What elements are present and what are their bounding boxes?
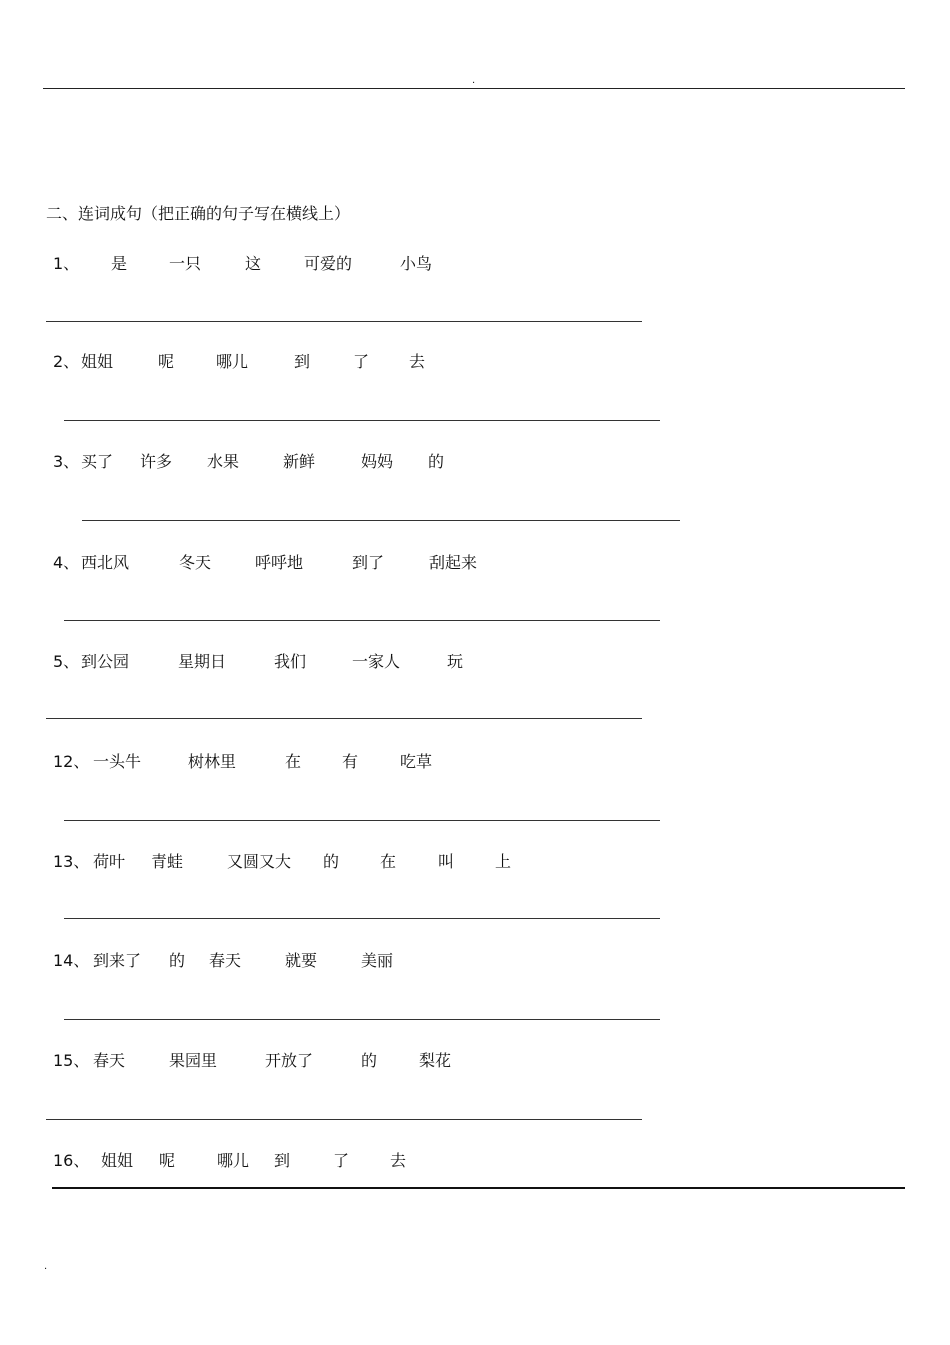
question-word: 到来了 xyxy=(93,951,142,970)
question-word: 冬天 xyxy=(179,553,212,572)
question-word: 可爱的 xyxy=(304,254,353,273)
question-word: 到公园 xyxy=(81,652,130,671)
section-title: 二、连词成句（把正确的句子写在横线上） xyxy=(46,204,351,223)
question-word: 姐姐 xyxy=(81,352,114,371)
question-number: 4、 xyxy=(53,553,80,572)
footer-dot: . xyxy=(44,1261,48,1272)
question-word: 新鲜 xyxy=(283,452,316,471)
question-word: 上 xyxy=(495,852,512,871)
question-word: 一家人 xyxy=(352,652,401,671)
question-word: 的 xyxy=(428,452,445,471)
answer-line xyxy=(64,1019,660,1020)
question-row xyxy=(0,552,950,574)
question-row xyxy=(0,1150,950,1172)
question-row xyxy=(0,351,950,373)
question-word: 在 xyxy=(285,752,302,771)
question-word: 玩 xyxy=(447,652,464,671)
answer-line xyxy=(64,420,660,421)
question-word: 美丽 xyxy=(361,951,394,970)
question-word: 去 xyxy=(390,1151,407,1170)
question-word: 姐姐 xyxy=(101,1151,134,1170)
question-row xyxy=(0,751,950,773)
question-word: 我们 xyxy=(274,652,307,671)
answer-line xyxy=(46,1119,642,1120)
question-word: 呼呼地 xyxy=(255,553,304,572)
question-row xyxy=(0,851,950,873)
question-word: 许多 xyxy=(140,452,173,471)
question-word: 又圆又大 xyxy=(227,852,292,871)
question-word: 春天 xyxy=(93,1051,126,1070)
question-word: 了 xyxy=(353,352,370,371)
question-number: 1、 xyxy=(53,254,80,273)
question-word: 小鸟 xyxy=(400,254,433,273)
question-word: 的 xyxy=(361,1051,378,1070)
question-word: 有 xyxy=(342,752,359,771)
question-number: 3、 xyxy=(53,452,80,471)
question-word: 到 xyxy=(274,1151,291,1170)
question-word: 的 xyxy=(169,951,186,970)
question-number: 16、 xyxy=(53,1151,90,1170)
answer-line xyxy=(52,1187,905,1189)
question-word: 呢 xyxy=(158,352,175,371)
question-word: 呢 xyxy=(159,1151,176,1170)
question-word: 星期日 xyxy=(178,652,227,671)
header-dot: . xyxy=(472,75,476,86)
answer-line xyxy=(64,820,660,821)
answer-line xyxy=(82,520,680,521)
question-number: 14、 xyxy=(53,951,90,970)
question-word: 哪儿 xyxy=(216,352,249,371)
question-row xyxy=(0,451,950,473)
question-word: 叫 xyxy=(438,852,455,871)
question-word: 妈妈 xyxy=(361,452,394,471)
question-word: 的 xyxy=(323,852,340,871)
question-word: 青蛙 xyxy=(151,852,184,871)
question-word: 在 xyxy=(380,852,397,871)
question-word: 果园里 xyxy=(169,1051,218,1070)
question-word: 这 xyxy=(245,254,262,273)
question-row xyxy=(0,253,950,275)
question-word: 吃草 xyxy=(400,752,433,771)
question-word: 买了 xyxy=(81,452,114,471)
question-row xyxy=(0,651,950,673)
question-row xyxy=(0,950,950,972)
question-word: 刮起来 xyxy=(429,553,478,572)
question-number: 12、 xyxy=(53,752,90,771)
question-number: 5、 xyxy=(53,652,80,671)
question-word: 水果 xyxy=(207,452,240,471)
question-word: 到了 xyxy=(352,553,385,572)
question-word: 开放了 xyxy=(265,1051,314,1070)
question-word: 春天 xyxy=(209,951,242,970)
question-word: 西北风 xyxy=(81,553,130,572)
answer-line xyxy=(64,620,660,621)
question-word: 是 xyxy=(111,254,128,273)
question-row xyxy=(0,1050,950,1072)
question-word: 一只 xyxy=(169,254,202,273)
answer-line xyxy=(46,718,642,719)
header-rule xyxy=(43,88,905,89)
question-word: 哪儿 xyxy=(217,1151,250,1170)
question-word: 了 xyxy=(333,1151,350,1170)
question-number: 15、 xyxy=(53,1051,90,1070)
question-number: 2、 xyxy=(53,352,80,371)
question-word: 荷叶 xyxy=(93,852,126,871)
question-word: 梨花 xyxy=(419,1051,452,1070)
question-number: 13、 xyxy=(53,852,90,871)
answer-line xyxy=(64,918,660,919)
question-word: 就要 xyxy=(285,951,318,970)
question-word: 去 xyxy=(409,352,426,371)
question-word: 一头牛 xyxy=(93,752,142,771)
answer-line xyxy=(46,321,642,322)
question-word: 到 xyxy=(294,352,311,371)
question-word: 树林里 xyxy=(188,752,237,771)
